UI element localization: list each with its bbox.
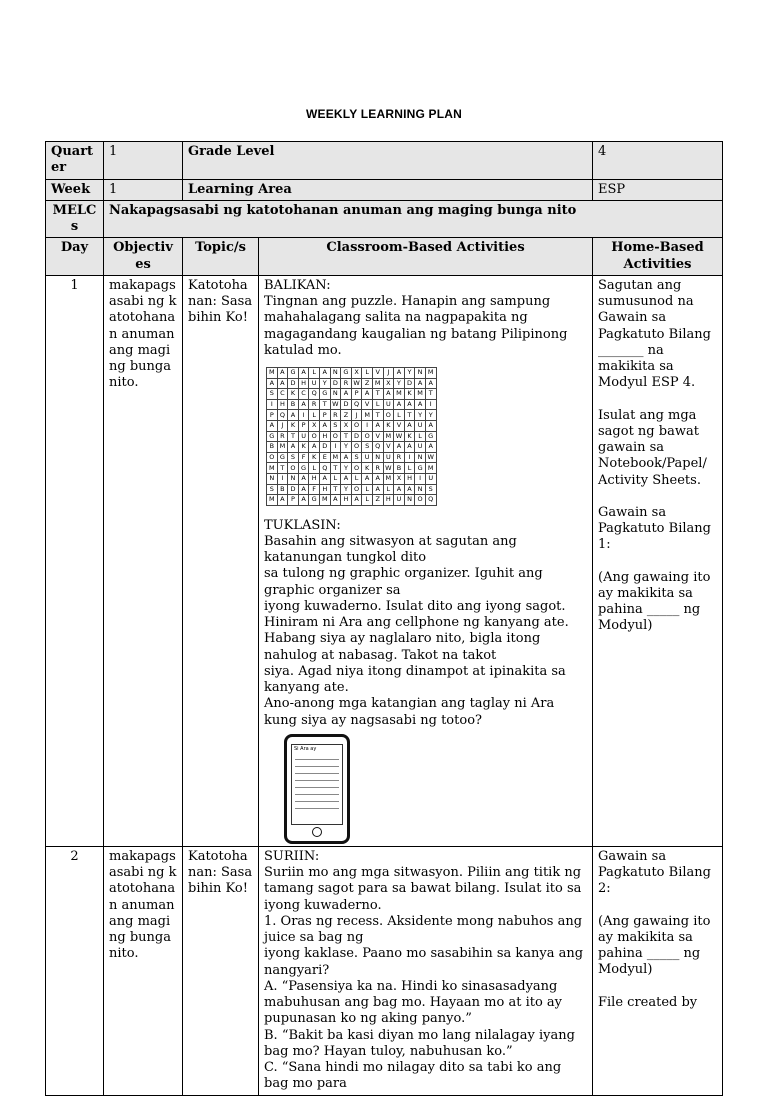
learning-area-value: ESP (593, 179, 723, 200)
puzzle-letter: I (298, 410, 309, 421)
puzzle-letter: W (330, 399, 341, 410)
puzzle-letter: A (267, 420, 278, 431)
puzzle-letter: S (425, 484, 436, 495)
week-row (46, 179, 723, 200)
tuklasin-line: sa tulong ng graphic organizer. Iguhit ang graphic organizer sa (264, 566, 543, 598)
puzzle-letter: R (341, 378, 352, 389)
puzzle-letter: Y (415, 410, 426, 421)
puzzle-letter: Y (341, 463, 352, 474)
puzzle-letter: Z (372, 495, 383, 506)
topic-text: Katotohanan: Sasabihin Ko! (183, 275, 259, 846)
puzzle-letter: A (425, 378, 436, 389)
puzzle-letter: A (425, 420, 436, 431)
puzzle-letter: K (288, 389, 299, 400)
puzzle-letter: I (267, 399, 278, 410)
home-activity-text: Isulat ang mga sagot ng bawat gawain sa Notebook/Papel/ Activity Sheets. (598, 407, 707, 488)
puzzle-letter: P (267, 410, 278, 421)
puzzle-letter: G (425, 431, 436, 442)
puzzle-letter: M (319, 495, 330, 506)
puzzle-letter: M (277, 442, 288, 453)
phone-graphic-organizer (284, 734, 350, 844)
puzzle-row (267, 442, 437, 453)
melcs-label: MELCs (46, 200, 104, 238)
suriin-line: Suriin mo ang mga sitwasyon. Piliin ang titik ng tamang sagot para sa bawat bilang. Isulat ito sa iyong kuwaderno. (264, 865, 582, 913)
puzzle-letter: A (415, 378, 426, 389)
puzzle-letter: R (277, 431, 288, 442)
puzzle-letter: W (425, 452, 436, 463)
puzzle-letter: A (404, 420, 415, 431)
quarter-label: Quarter (46, 142, 104, 180)
puzzle-letter: C (298, 389, 309, 400)
puzzle-letter: C (277, 389, 288, 400)
puzzle-letter: Y (341, 484, 352, 495)
puzzle-letter: Z (362, 378, 373, 389)
puzzle-letter: X (351, 368, 362, 379)
puzzle-letter: K (383, 420, 394, 431)
objective-text: makapagsasabi ng katotohanan anuman ang maging bunga nito. (104, 275, 183, 846)
puzzle-letter: Q (319, 463, 330, 474)
grade-level-value: 4 (593, 142, 723, 180)
puzzle-letter: D (351, 431, 362, 442)
puzzle-letter: O (288, 463, 299, 474)
puzzle-letter: U (415, 442, 426, 453)
puzzle-letter: O (415, 495, 426, 506)
puzzle-letter: N (415, 452, 426, 463)
puzzle-row (267, 473, 437, 484)
day-row (46, 846, 723, 1095)
puzzle-letter: A (267, 378, 278, 389)
puzzle-letter: S (330, 420, 341, 431)
puzzle-letter: V (383, 442, 394, 453)
puzzle-letter: V (372, 431, 383, 442)
tuklasin-heading: TUKLASIN: (264, 517, 341, 533)
puzzle-letter: H (319, 484, 330, 495)
puzzle-letter: V (372, 368, 383, 379)
puzzle-letter: X (309, 420, 320, 431)
puzzle-letter: U (309, 378, 320, 389)
puzzle-letter: R (372, 463, 383, 474)
puzzle-letter: T (404, 410, 415, 421)
puzzle-letter: A (383, 389, 394, 400)
home-activities-header: Home-Based Activities (593, 238, 723, 276)
puzzle-letter: M (383, 431, 394, 442)
puzzle-letter: D (288, 484, 299, 495)
puzzle-letter: M (415, 389, 426, 400)
puzzle-letter: M (372, 378, 383, 389)
phone-label: Si Ara ay (294, 745, 317, 752)
puzzle-row (267, 484, 437, 495)
puzzle-letter: D (330, 378, 341, 389)
puzzle-letter: I (425, 399, 436, 410)
puzzle-letter: I (362, 420, 373, 431)
puzzle-letter: G (298, 463, 309, 474)
puzzle-letter: S (351, 452, 362, 463)
suriin-line: C. “Sana hindi mo nilagay dito sa tabi ko ang bag mo para (264, 1060, 562, 1092)
balikan-instructions: Tingnan ang puzzle. Hanapin ang sampung mahahalagang salita na nagpapakita ng magagandang kaugalian ng batang Pilipinong katulad mo. (264, 294, 568, 358)
tuklasin-line: Basahin ang sitwasyon at sagutan ang katanungan tungkol dito (264, 533, 517, 566)
puzzle-row (267, 399, 437, 410)
puzzle-letter: M (383, 473, 394, 484)
objectives-header: Objectives (104, 238, 183, 276)
puzzle-letter: K (288, 420, 299, 431)
tuklasin-line: siya. Agad niya itong dinampot at ipinakita sa kanyang ate. (264, 663, 566, 696)
puzzle-letter: D (288, 378, 299, 389)
puzzle-letter: L (383, 484, 394, 495)
puzzle-letter: W (383, 463, 394, 474)
puzzle-letter: A (394, 484, 405, 495)
puzzle-letter: U (425, 473, 436, 484)
puzzle-letter: J (277, 420, 288, 431)
puzzle-letter: Q (351, 399, 362, 410)
classroom-activities-header: Classroom-Based Activities (259, 238, 593, 276)
puzzle-letter: A (341, 389, 352, 400)
puzzle-letter: T (372, 389, 383, 400)
puzzle-letter: A (404, 442, 415, 453)
home-activity-text: (Ang gawaing ito ay makikita sa pahina _____ ng Modyul) (598, 569, 711, 634)
puzzle-letter: U (383, 399, 394, 410)
phone-home-button-icon (312, 827, 322, 837)
puzzle-letter: V (362, 399, 373, 410)
tuklasin-line: iyong kuwaderno. Isulat dito ang iyong sagot. (264, 598, 566, 614)
puzzle-letter: N (288, 473, 299, 484)
suriin-line: B. “Bakit ba kasi diyan mo lang nilalagay iyang bag mo? Hayan tuloy, nabuhusan ko.” (264, 1027, 575, 1059)
puzzle-letter: P (298, 420, 309, 431)
puzzle-letter: M (267, 463, 278, 474)
puzzle-letter: H (298, 378, 309, 389)
puzzle-letter: O (351, 420, 362, 431)
puzzle-letter: M (362, 410, 373, 421)
puzzle-letter: F (309, 484, 320, 495)
suriin-line: iyong kaklase. Paano mo sasabihin sa kanya ang nangyari? (264, 946, 584, 978)
puzzle-letter: Y (394, 378, 405, 389)
puzzle-letter: R (394, 452, 405, 463)
puzzle-letter: D (341, 399, 352, 410)
puzzle-letter: J (383, 368, 394, 379)
tuklasin-line: Hiniram ni Ara ang cellphone ng kanyang ate. Habang siya ay naglalaro nito, bigla itong nahulog at nabasag. Takot na takot (264, 615, 569, 663)
day-number: 2 (46, 846, 104, 1095)
puzzle-letter: O (351, 484, 362, 495)
puzzle-letter: A (319, 420, 330, 431)
melcs-value: Nakapagsasabi ng katotohanan anuman ang maging bunga nito (104, 200, 723, 238)
puzzle-letter: N (330, 389, 341, 400)
puzzle-letter: P (288, 495, 299, 506)
puzzle-letter: A (319, 473, 330, 484)
puzzle-letter: L (372, 399, 383, 410)
puzzle-letter: N (415, 368, 426, 379)
puzzle-letter: L (362, 484, 373, 495)
puzzle-letter: B (288, 399, 299, 410)
puzzle-letter: Q (425, 495, 436, 506)
home-activities-cell (593, 846, 723, 1095)
puzzle-letter: A (277, 495, 288, 506)
puzzle-letter: O (267, 452, 278, 463)
puzzle-letter: A (404, 399, 415, 410)
home-activity-text: File created by (598, 994, 698, 1010)
puzzle-letter: L (394, 410, 405, 421)
puzzle-letter: A (298, 368, 309, 379)
puzzle-letter: W (394, 431, 405, 442)
puzzle-letter: A (341, 473, 352, 484)
puzzle-letter: A (372, 473, 383, 484)
suriin-heading: SURIIN: (264, 848, 320, 864)
puzzle-letter: N (330, 368, 341, 379)
classroom-activities-cell (259, 275, 593, 846)
puzzle-letter: Y (319, 378, 330, 389)
puzzle-letter: I (330, 442, 341, 453)
puzzle-letter: M (425, 368, 436, 379)
puzzle-row (267, 463, 437, 474)
puzzle-letter: Y (404, 368, 415, 379)
tuklasin-line: Ano-anong mga katangian ang taglay ni Ara kung siya ay nagsasabi ng totoo? (264, 696, 555, 728)
puzzle-letter: M (330, 452, 341, 463)
puzzle-row (267, 389, 437, 400)
puzzle-letter: U (383, 452, 394, 463)
puzzle-letter: X (394, 473, 405, 484)
puzzle-letter: A (330, 495, 341, 506)
puzzle-letter: T (372, 410, 383, 421)
puzzle-letter: B (277, 484, 288, 495)
puzzle-letter: K (362, 463, 373, 474)
puzzle-letter: I (277, 473, 288, 484)
puzzle-letter: O (330, 431, 341, 442)
puzzle-letter: A (341, 452, 352, 463)
puzzle-row (267, 378, 437, 389)
puzzle-letter: A (415, 399, 426, 410)
home-activities-cell (593, 275, 723, 846)
balikan-heading: BALIKAN: (264, 277, 331, 293)
day-header: Day (46, 238, 104, 276)
puzzle-row (267, 495, 437, 506)
grade-level-label: Grade Level (183, 142, 593, 180)
puzzle-letter: O (362, 431, 373, 442)
puzzle-letter: A (298, 495, 309, 506)
puzzle-letter: D (319, 442, 330, 453)
puzzle-letter: H (404, 473, 415, 484)
puzzle-letter: E (319, 452, 330, 463)
quarter-value: 1 (104, 142, 183, 180)
word-search-puzzle (266, 367, 437, 506)
puzzle-letter: G (341, 368, 352, 379)
day-number: 1 (46, 275, 104, 846)
puzzle-letter: H (309, 473, 320, 484)
puzzle-letter: G (309, 495, 320, 506)
puzzle-letter: L (415, 431, 426, 442)
suriin-line: 1. Oras ng recess. Aksidente mong nabuhos ang juice sa bag ng (264, 913, 583, 946)
puzzle-letter: H (319, 431, 330, 442)
home-activity-text: Gawain sa Pagkatuto Bilang 1: (598, 504, 711, 553)
puzzle-letter: K (404, 431, 415, 442)
puzzle-letter: G (415, 463, 426, 474)
puzzle-letter: A (288, 442, 299, 453)
puzzle-letter: H (383, 495, 394, 506)
puzzle-letter: T (288, 431, 299, 442)
puzzle-letter: Y (425, 410, 436, 421)
puzzle-letter: G (267, 431, 278, 442)
puzzle-letter: S (362, 442, 373, 453)
puzzle-row (267, 420, 437, 431)
puzzle-letter: Q (309, 389, 320, 400)
puzzle-letter: T (277, 463, 288, 474)
puzzle-letter: A (362, 389, 373, 400)
puzzle-letter: M (394, 389, 405, 400)
puzzle-letter: T (425, 389, 436, 400)
week-value: 1 (104, 179, 183, 200)
puzzle-letter: P (319, 410, 330, 421)
puzzle-letter: T (330, 463, 341, 474)
puzzle-letter: O (351, 463, 362, 474)
puzzle-letter: L (404, 463, 415, 474)
puzzle-letter: U (415, 420, 426, 431)
puzzle-letter: D (404, 378, 415, 389)
puzzle-letter: L (362, 368, 373, 379)
puzzle-letter: N (404, 495, 415, 506)
puzzle-letter: L (330, 473, 341, 484)
puzzle-letter: O (351, 442, 362, 453)
learning-area-label: Learning Area (183, 179, 593, 200)
puzzle-letter: Z (341, 410, 352, 421)
puzzle-letter: X (341, 420, 352, 431)
puzzle-letter: G (288, 368, 299, 379)
puzzle-letter: Q (372, 442, 383, 453)
puzzle-letter: A (372, 420, 383, 431)
puzzle-letter: A (394, 442, 405, 453)
puzzle-letter: A (425, 442, 436, 453)
puzzle-letter: L (362, 495, 373, 506)
puzzle-letter: P (351, 389, 362, 400)
puzzle-row (267, 368, 437, 379)
puzzle-letter: T (330, 484, 341, 495)
day-row (46, 275, 723, 846)
puzzle-letter: U (298, 431, 309, 442)
classroom-activities-cell (259, 846, 593, 1095)
puzzle-letter: T (341, 431, 352, 442)
puzzle-letter: R (309, 399, 320, 410)
puzzle-letter: U (394, 495, 405, 506)
puzzle-letter: S (288, 452, 299, 463)
puzzle-letter: M (425, 463, 436, 474)
puzzle-letter: M (267, 495, 278, 506)
puzzle-letter: A (319, 368, 330, 379)
melcs-row (46, 200, 723, 238)
puzzle-letter: A (404, 484, 415, 495)
puzzle-letter: H (277, 399, 288, 410)
puzzle-letter: L (309, 463, 320, 474)
puzzle-letter: G (277, 452, 288, 463)
topic-text: Katotohanan: Sasabihin Ko! (183, 846, 259, 1095)
puzzle-letter: A (277, 368, 288, 379)
puzzle-letter: Q (277, 410, 288, 421)
puzzle-letter: R (330, 410, 341, 421)
puzzle-letter: B (394, 463, 405, 474)
puzzle-letter: A (277, 378, 288, 389)
puzzle-letter: A (298, 473, 309, 484)
puzzle-letter: A (298, 484, 309, 495)
puzzle-letter: A (362, 473, 373, 484)
puzzle-letter: S (267, 389, 278, 400)
puzzle-letter: F (298, 452, 309, 463)
quarter-row (46, 142, 723, 180)
puzzle-letter: A (372, 484, 383, 495)
puzzle-letter: K (309, 452, 320, 463)
home-activity-text: (Ang gawaing ito ay makikita sa pahina _____ ng Modyul) (598, 913, 711, 978)
puzzle-letter: L (309, 410, 320, 421)
puzzle-row (267, 452, 437, 463)
column-header-row (46, 238, 723, 276)
puzzle-letter: S (267, 484, 278, 495)
puzzle-letter: J (351, 410, 362, 421)
puzzle-letter: V (394, 420, 405, 431)
phone-screen (291, 744, 343, 825)
puzzle-letter: W (351, 378, 362, 389)
puzzle-letter: L (351, 473, 362, 484)
home-activity-text: Sagutan ang sumusunod na Gawain sa Pagkatuto Bilang _______ na makikita sa Modyul ESP 4. (598, 277, 711, 391)
objective-text: makapagsasabi ng katotohanan anuman ang maging bunga nito. (104, 846, 183, 1095)
puzzle-letter: A (309, 442, 320, 453)
learning-plan-table (45, 141, 723, 1096)
puzzle-letter: U (362, 452, 373, 463)
puzzle-letter: O (309, 431, 320, 442)
suriin-line: A. “Pasensiya ka na. Hindi ko sinasasadyang mabuhusan ang bag mo. Hayaan mo at ito ay pupunasan ko ng aking panyo.” (264, 978, 563, 1027)
puzzle-letter: I (404, 452, 415, 463)
puzzle-letter: N (267, 473, 278, 484)
puzzle-letter: B (267, 442, 278, 453)
puzzle-letter: K (404, 389, 415, 400)
puzzle-letter: O (383, 410, 394, 421)
puzzle-letter: N (372, 452, 383, 463)
puzzle-letter: A (351, 495, 362, 506)
puzzle-letter: L (309, 368, 320, 379)
home-activity-text: Gawain sa Pagkatuto Bilang 2: (598, 848, 711, 897)
puzzle-row (267, 410, 437, 421)
puzzle-row (267, 431, 437, 442)
puzzle-letter: Y (341, 442, 352, 453)
puzzle-letter: I (415, 473, 426, 484)
puzzle-letter: N (415, 484, 426, 495)
puzzle-letter: A (298, 399, 309, 410)
puzzle-letter: K (298, 442, 309, 453)
document-title: WEEKLY LEARNING PLAN (305, 107, 462, 121)
puzzle-letter: H (341, 495, 352, 506)
puzzle-letter: A (394, 368, 405, 379)
puzzle-letter: G (319, 389, 330, 400)
week-label: Week (46, 179, 104, 200)
puzzle-letter: X (383, 378, 394, 389)
puzzle-letter: T (319, 399, 330, 410)
puzzle-letter: M (267, 368, 278, 379)
topics-header: Topic/s (183, 238, 259, 276)
puzzle-letter: A (394, 399, 405, 410)
puzzle-letter: A (288, 410, 299, 421)
